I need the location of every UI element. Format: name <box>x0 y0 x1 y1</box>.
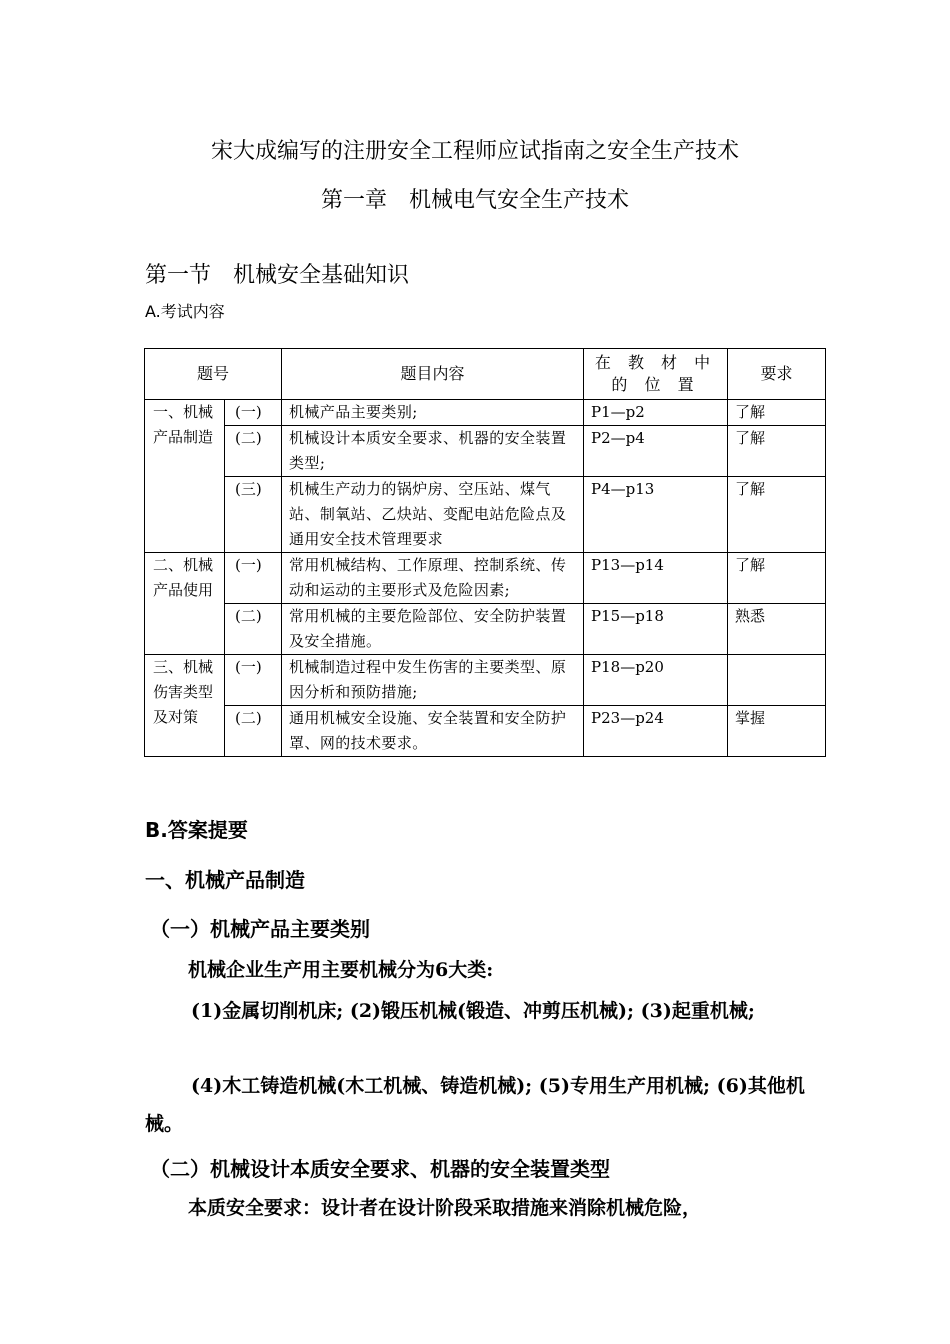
exam-content-table <box>144 348 826 757</box>
item-number: (一) <box>225 655 282 706</box>
table-row <box>145 655 826 706</box>
item-content: 机械产品主要类别; <box>282 400 584 426</box>
item-requirement: 了解 <box>728 426 826 477</box>
item1-heading: （一）机械产品主要类别 <box>150 917 370 941</box>
item-requirement: 掌握 <box>728 706 826 757</box>
answer-heading: B.答案提要 <box>145 818 248 842</box>
table-row <box>145 400 826 426</box>
item-content: 常用机械的主要危险部位、安全防护装置及安全措施。 <box>282 604 584 655</box>
item-number: (二) <box>225 426 282 477</box>
item-page: P2—p4 <box>584 426 728 477</box>
item2-heading: （二）机械设计本质安全要求、机器的安全装置类型 <box>150 1157 610 1181</box>
item-page: P18—p20 <box>584 655 728 706</box>
item-page: P4—p13 <box>584 477 728 553</box>
category-cell: 二、机械产品使用 <box>145 553 225 655</box>
item-page: P1—p2 <box>584 400 728 426</box>
item-requirement <box>728 655 826 706</box>
part-heading: 一、机械产品制造 <box>145 868 305 892</box>
exam-content-label: A.考试内容 <box>145 302 225 321</box>
header-requirement: 要求 <box>728 349 826 400</box>
item-page: P13—p14 <box>584 553 728 604</box>
header-content: 题目内容 <box>282 349 584 400</box>
item-content: 机械设计本质安全要求、机器的安全装置类型; <box>282 426 584 477</box>
table-row <box>145 706 826 757</box>
item2-text: 本质安全要求：设计者在设计阶段采取措施来消除机械危险， <box>188 1197 702 1219</box>
item-page: P15—p18 <box>584 604 728 655</box>
item-content: 机械生产动力的锅炉房、空压站、煤气站、制氧站、乙炔站、变配电站危险点及通用安全技术管理要求 <box>282 477 584 553</box>
document-title: 宋大成编写的注册安全工程师应试指南之安全生产技术 <box>210 139 739 164</box>
item-requirement: 熟悉 <box>728 604 826 655</box>
section-title: 第一节 机械安全基础知识 <box>145 263 410 288</box>
item1-intro: 机械企业生产用主要机械分为6大类: <box>188 959 494 981</box>
item-requirement: 了解 <box>728 400 826 426</box>
item-number: (二) <box>225 604 282 655</box>
table-row <box>145 426 826 477</box>
item1-list-b: (4)木工铸造机械(木工机械、铸造机械); (5)专用生产用机械; (6)其他机械。 <box>145 1075 805 1135</box>
item-content: 常用机械结构、工作原理、控制系统、传动和运动的主要形式及危险因素; <box>282 553 584 604</box>
item-number: (二) <box>225 706 282 757</box>
header-no: 题号 <box>145 349 282 400</box>
table-row <box>145 604 826 655</box>
category-cell: 三、机械伤害类型及对策 <box>145 655 225 757</box>
item-number: (一) <box>225 553 282 604</box>
category-cell: 一、机械产品制造 <box>145 400 225 553</box>
table-row <box>145 477 826 553</box>
item-page: P23—p24 <box>584 706 728 757</box>
table-row <box>145 553 826 604</box>
table-header-row <box>145 349 826 400</box>
item-content: 机械制造过程中发生伤害的主要类型、原因分析和预防措施; <box>282 655 584 706</box>
chapter-title: 第一章 机械电气安全生产技术 <box>320 188 629 213</box>
header-location: 在 教 材 中 的 位 置 <box>584 349 728 400</box>
item-content: 通用机械安全设施、安全装置和安全防护罩、网的技术要求。 <box>282 706 584 757</box>
item-requirement: 了解 <box>728 553 826 604</box>
item-number: (三) <box>225 477 282 553</box>
item1-list-a: (1)金属切削机床; (2)锻压机械(锻造、冲剪压机械); (3)起重机械; <box>191 1000 755 1022</box>
item-requirement: 了解 <box>728 477 826 553</box>
item-number: (一) <box>225 400 282 426</box>
